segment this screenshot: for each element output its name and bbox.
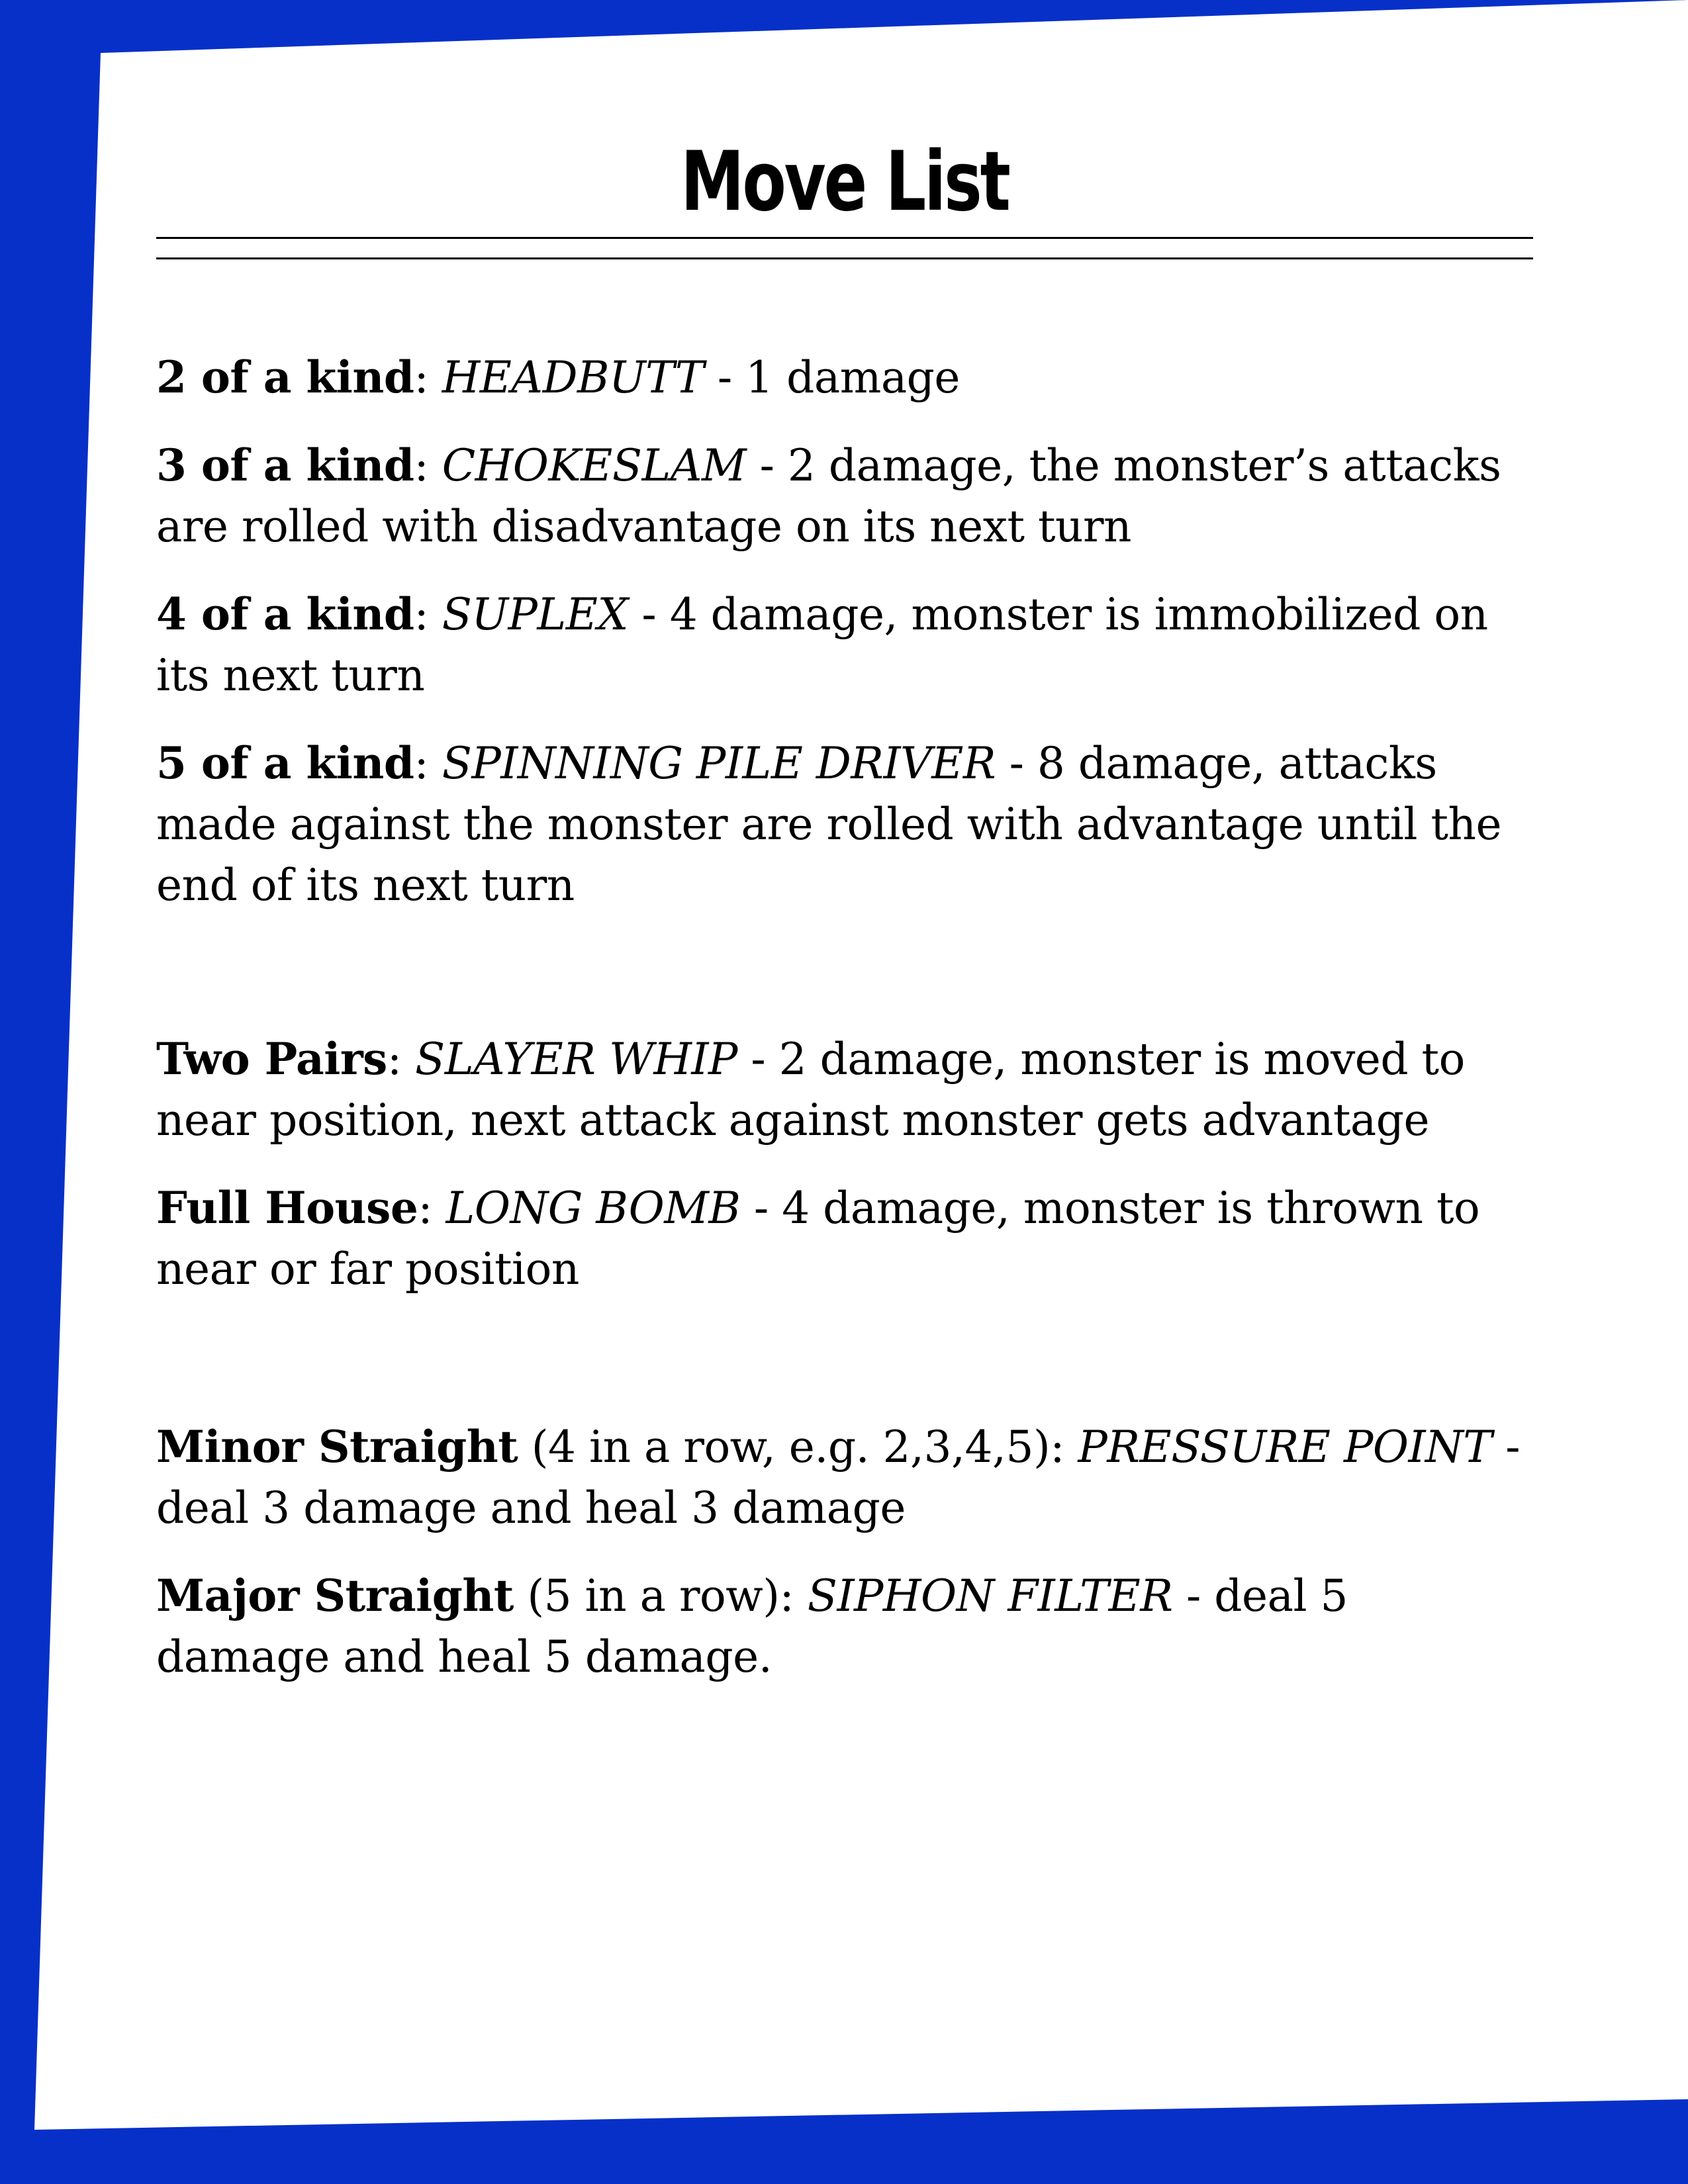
- move-effect: - 2 damage, the monster’s attacks are rolled with disadvantage on its next turn: [156, 440, 1501, 552]
- move-effect: - 4 damage, monster is immobilized on its next turn: [156, 589, 1488, 701]
- move-effect: - 8 damage, attacks made against the monster are rolled with advantage until the end of its next turn: [156, 738, 1502, 911]
- move-qualifier: (5 in a row): [513, 1570, 780, 1621]
- attack-name: SLAYER WHIP: [415, 1034, 737, 1085]
- move-entry: [156, 1177, 1533, 1300]
- move-name: Major Straight: [156, 1570, 514, 1621]
- group-of-a-kind: [156, 347, 1533, 916]
- attack-name: SIPHON FILTER: [807, 1570, 1173, 1621]
- move-entry: [156, 1028, 1533, 1151]
- move-effect: - 1 damage: [704, 352, 960, 403]
- move-qualifier: (4 in a row, e.g. 2,3,4,5): [518, 1422, 1051, 1473]
- rule-line-top: [156, 237, 1533, 239]
- group-pairs: [156, 1028, 1533, 1300]
- move-list-page: [156, 132, 1533, 1714]
- move-name: Full House: [156, 1182, 418, 1234]
- move-effect: - 4 damage, monster is thrown to near or far position: [156, 1183, 1480, 1295]
- move-entry: [156, 435, 1533, 557]
- page-title: Move List: [680, 134, 1009, 230]
- move-separator: :: [414, 589, 442, 640]
- attack-name: SPINNING PILE DRIVER: [442, 738, 996, 789]
- move-separator: :: [414, 738, 442, 789]
- move-separator: :: [779, 1570, 808, 1621]
- attack-name: PRESSURE POINT: [1078, 1422, 1492, 1473]
- move-effect: - 2 damage, monster is moved to near position, next attack against monster gets advantage: [156, 1034, 1465, 1146]
- move-name: 3 of a kind: [156, 439, 414, 491]
- attack-name: CHOKESLAM: [442, 440, 747, 491]
- move-entry: [156, 1416, 1533, 1539]
- move-name: Minor Straight: [156, 1421, 518, 1473]
- move-entry: [156, 733, 1533, 916]
- title-underline: [156, 237, 1533, 259]
- attack-name: SUPLEX: [442, 589, 628, 640]
- move-separator: :: [1050, 1422, 1078, 1473]
- move-effect: - deal 5 damage and heal 5 damage.: [156, 1570, 1348, 1682]
- move-separator: :: [414, 352, 442, 403]
- move-entry: [156, 1565, 1533, 1688]
- attack-name: HEADBUTT: [442, 352, 704, 403]
- attack-name: LONG BOMB: [445, 1183, 741, 1234]
- move-name: 4 of a kind: [156, 588, 414, 640]
- move-effect: - deal 3 damage and heal 3 damage: [156, 1422, 1521, 1533]
- move-entry: [156, 347, 1533, 408]
- move-separator: :: [418, 1183, 446, 1234]
- move-name: 5 of a kind: [156, 737, 414, 789]
- move-separator: :: [387, 1034, 416, 1085]
- rule-line-bottom: [156, 257, 1533, 259]
- move-separator: :: [414, 440, 442, 491]
- move-entry: [156, 584, 1533, 706]
- group-straights: [156, 1416, 1533, 1688]
- move-name: 2 of a kind: [156, 351, 414, 403]
- move-name: Two Pairs: [156, 1033, 387, 1085]
